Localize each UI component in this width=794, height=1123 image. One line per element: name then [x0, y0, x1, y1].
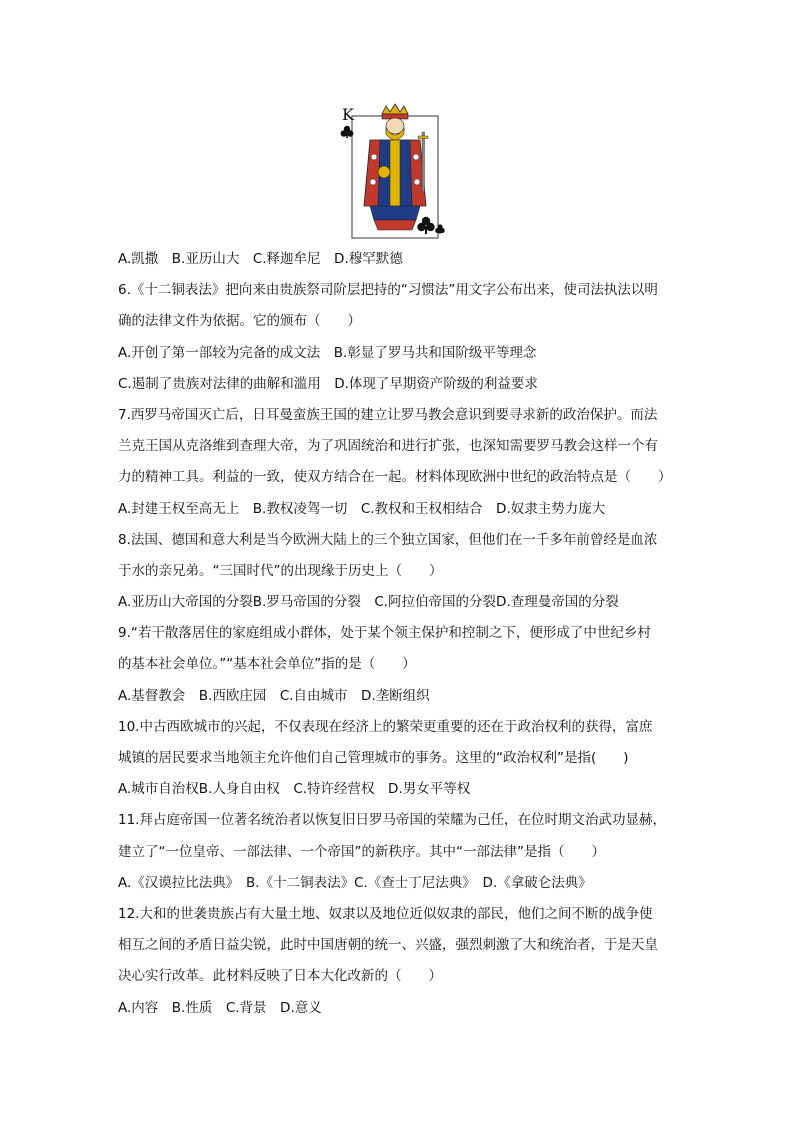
text-line: A.内容 B.性质 C.背景 D.意义: [118, 999, 322, 1016]
text-line: 确的法律文件为依据。它的颁布（ ）: [118, 313, 361, 330]
text-line: 7.西罗马帝国灭亡后，日耳曼蛮族王国的建立让罗马教会意识到要寻求新的政治保护。而法: [118, 406, 658, 423]
text-line: 于水的亲兄弟。“三国时代”的出现缘于历史上（ ）: [118, 562, 443, 579]
text-line: 的基本社会单位。”“基本社会单位”指的是（ ）: [118, 656, 416, 673]
text-line: 城镇的居民要求当地领主允许他们自己管理城市的事务。这里的“政治权利”是指( ): [118, 750, 629, 766]
text-line: A.城市自治权B.人身自由权 C.特许经营权 D.男女平等权: [118, 781, 471, 798]
text-line: 9.“若干散落居住的家庭组成小群体，处于某个领主保护和控制之下，便形成了中世纪乡村: [118, 625, 651, 642]
text-line: 建立了“一位皇帝、一部法律、一个帝国”的新秩序。其中“一部法律”是指（ ）: [118, 843, 605, 860]
text-line: A.亚历山大帝国的分裂B.罗马帝国的分裂 C.阿拉伯帝国的分裂D.查理曼帝国的分裂: [118, 594, 619, 611]
text-line: A.开创了第一部较为完备的成文法 B.彰显了罗马共和国阶级平等理念: [118, 344, 537, 361]
text-line: 决心实行改革。此材料反映了日本大化改新的（ ）: [118, 968, 442, 985]
text-line: 12.大和的世袭贵族占有大量土地、奴隶以及地位近似奴隶的部民，他们之间不断的战争使: [118, 905, 653, 922]
text-line: 8.法国、德国和意大利是当今欧洲大陆上的三个独立国家，但他们在一千多年前曾经是血浓: [118, 531, 658, 548]
text-line: 6.《十二铜表法》把向来由贵族祭司阶层把持的“习惯法”用文字公布出来，使司法执法以明: [118, 282, 658, 299]
text-line: A.封建王权至高无上 B.教权凌驾一切 C.教权和王权相结合 D.奴隶主势力庞大: [118, 500, 606, 517]
text-line: 兰克王国从克洛维到查理大帝，为了巩固统治和进行扩张，也深知需要罗马教会这样一个有: [118, 438, 658, 455]
text-line: 11.拜占庭帝国一位著名统治者以恢复旧日罗马帝国的荣耀为己任，在位时期文治武功显赫，: [118, 812, 666, 829]
text-line: 相互之间的矛盾日益尖锐，此时中国唐朝的统一、兴盛，强烈刺激了大和统治者，于是天皇: [118, 937, 658, 954]
text-line: A.《汉谟拉比法典》 B.《十二铜表法》C.《查士丁尼法典》 D.《拿破仑法典》: [118, 874, 592, 891]
text-line: 力的精神工具。利益的一致，使双方结合在一起。材料体现欧洲中世纪的政治特点是（ ）: [118, 469, 672, 486]
question-text-block: [118, 244, 690, 1024]
king-of-clubs-card-illustration: [340, 102, 450, 240]
text-line: C.遏制了贵族对法律的曲解和滥用 D.体现了早期资产阶级的利益要求: [118, 375, 538, 392]
text-line: A.基督教会 B.西欧庄园 C.自由城市 D.垄断组织: [118, 687, 430, 704]
text-line: 10.中古西欧城市的兴起，不仅表现在经济上的繁荣更重要的还在于政治权利的获得，富庶: [118, 718, 653, 735]
text-line: A.凯撒 B.亚历山大 C.释迦牟尼 D.穆罕默德: [118, 251, 403, 267]
club-icon: [341, 126, 354, 138]
card-rank-label: K: [342, 105, 354, 124]
